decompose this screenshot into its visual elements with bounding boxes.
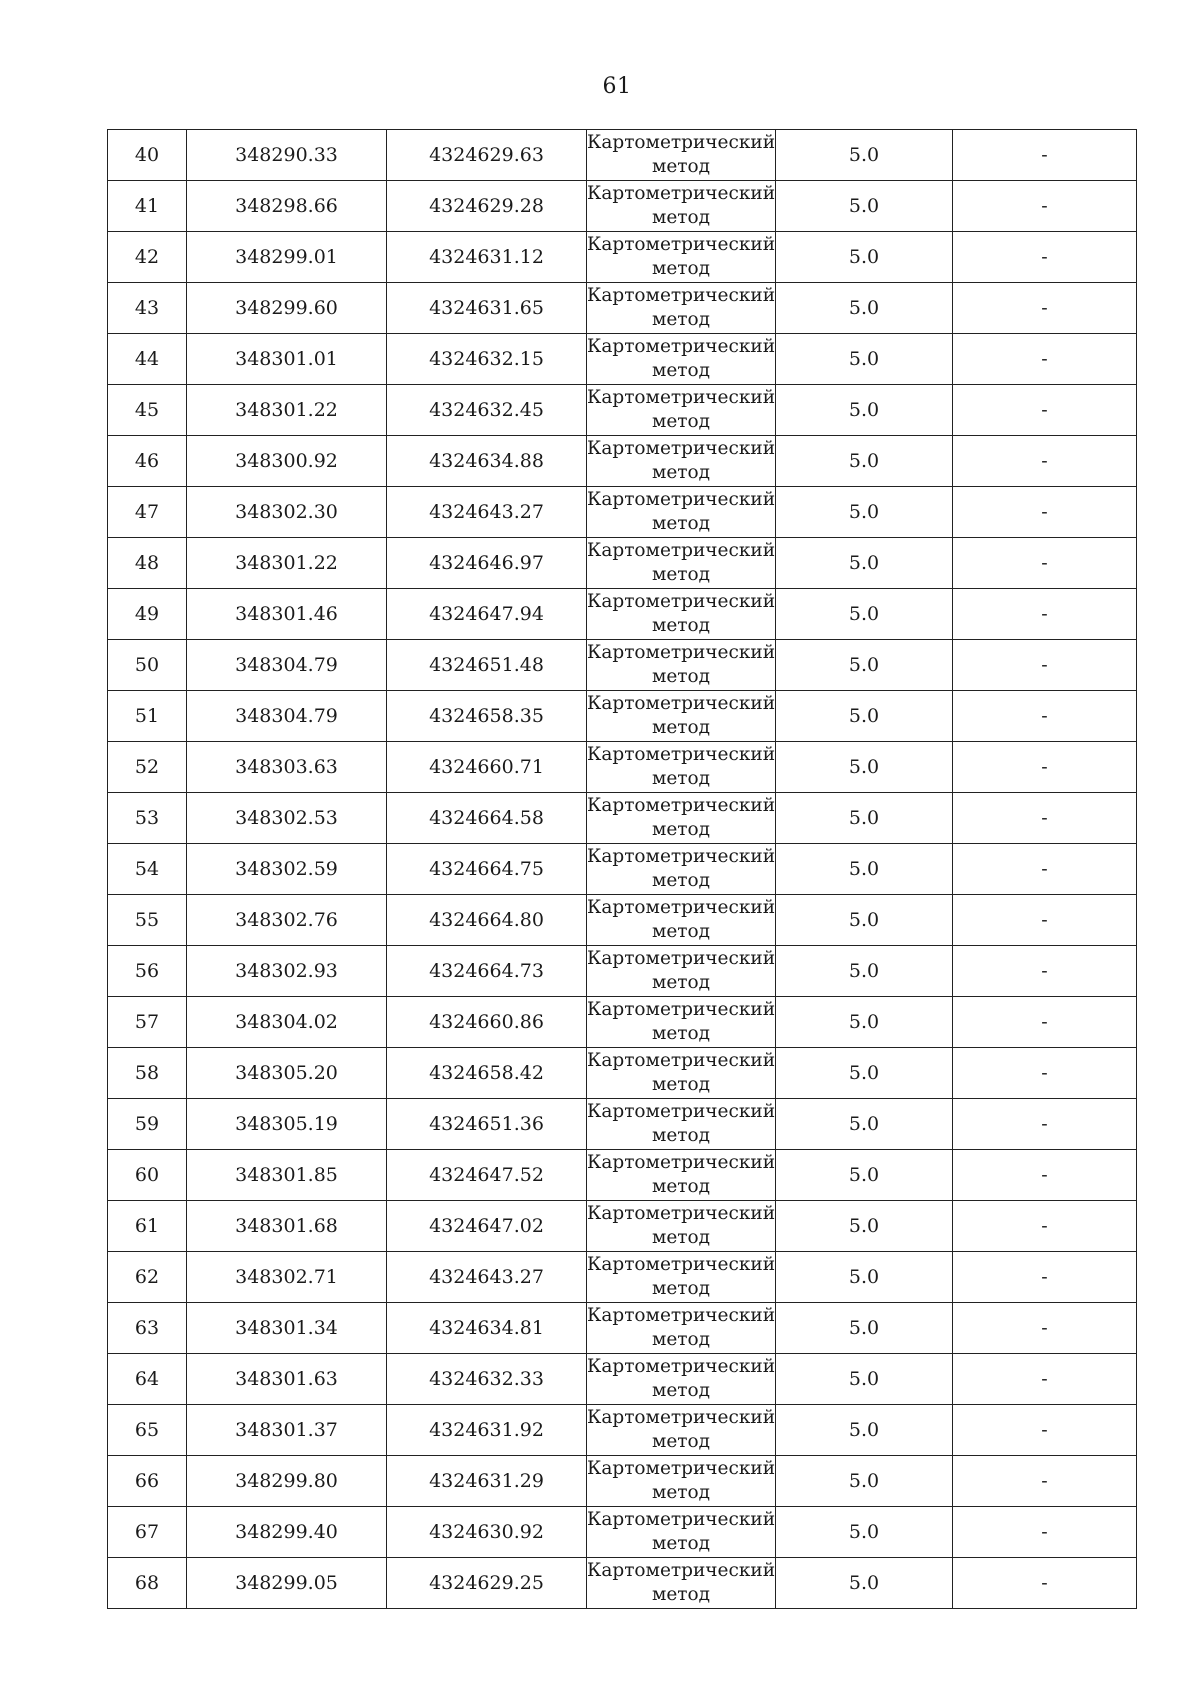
method-line-1: Картометрический: [587, 1407, 776, 1428]
description-cell: -: [953, 538, 1137, 589]
method-line-2: метод: [651, 309, 711, 330]
method-cell: [587, 1099, 776, 1150]
method-line-1: Картометрический: [587, 183, 776, 204]
table-row: [108, 538, 1137, 589]
accuracy-cell: 5.0: [776, 1099, 953, 1150]
method-line-2: метод: [651, 1533, 711, 1554]
description-cell: -: [953, 946, 1137, 997]
method-cell: [587, 232, 776, 283]
accuracy-cell: 5.0: [776, 538, 953, 589]
y-coordinate-cell: 4324658.35: [387, 691, 587, 742]
table-row: [108, 1405, 1137, 1456]
description-cell: -: [953, 1456, 1137, 1507]
y-coordinate-cell: 4324646.97: [387, 538, 587, 589]
method-cell: [587, 844, 776, 895]
y-coordinate-cell: 4324658.42: [387, 1048, 587, 1099]
method-line-2: метод: [651, 462, 711, 483]
x-coordinate-cell: 348302.71: [187, 1252, 387, 1303]
table-row: [108, 1252, 1137, 1303]
method-cell: [587, 691, 776, 742]
point-number-cell: 55: [108, 895, 187, 946]
accuracy-cell: 5.0: [776, 385, 953, 436]
y-coordinate-cell: 4324664.80: [387, 895, 587, 946]
method-line-2: метод: [651, 666, 711, 687]
method-line-1: Картометрический: [587, 1509, 776, 1530]
accuracy-cell: 5.0: [776, 742, 953, 793]
table-row: [108, 793, 1137, 844]
y-coordinate-cell: 4324632.33: [387, 1354, 587, 1405]
point-number-cell: 52: [108, 742, 187, 793]
description-cell: -: [953, 691, 1137, 742]
y-coordinate-cell: 4324647.02: [387, 1201, 587, 1252]
method-line-1: Картометрический: [587, 642, 776, 663]
x-coordinate-cell: 348298.66: [187, 181, 387, 232]
method-line-1: Картометрический: [587, 1203, 776, 1224]
description-cell: -: [953, 742, 1137, 793]
point-number-cell: 62: [108, 1252, 187, 1303]
method-cell: [587, 1303, 776, 1354]
description-cell: -: [953, 1354, 1137, 1405]
method-line-2: метод: [651, 717, 711, 738]
table-row: [108, 181, 1137, 232]
table-row: [108, 1048, 1137, 1099]
point-number-cell: 65: [108, 1405, 187, 1456]
y-coordinate-cell: 4324630.92: [387, 1507, 587, 1558]
method-cell: [587, 895, 776, 946]
x-coordinate-cell: 348304.79: [187, 691, 387, 742]
method-line-1: Картометрический: [587, 948, 776, 969]
method-line-1: Картометрический: [587, 744, 776, 765]
table-row: [108, 691, 1137, 742]
table-row: [108, 232, 1137, 283]
point-number-cell: 47: [108, 487, 187, 538]
y-coordinate-cell: 4324643.27: [387, 1252, 587, 1303]
method-line-1: Картометрический: [587, 1101, 776, 1122]
method-line-2: метод: [651, 513, 711, 534]
point-number-cell: 51: [108, 691, 187, 742]
table-row: [108, 1456, 1137, 1507]
description-cell: -: [953, 793, 1137, 844]
x-coordinate-cell: 348305.19: [187, 1099, 387, 1150]
accuracy-cell: 5.0: [776, 334, 953, 385]
x-coordinate-cell: 348304.79: [187, 640, 387, 691]
method-cell: [587, 130, 776, 181]
table-row: [108, 589, 1137, 640]
x-coordinate-cell: 348301.34: [187, 1303, 387, 1354]
method-cell: [587, 385, 776, 436]
accuracy-cell: 5.0: [776, 181, 953, 232]
method-cell: [587, 997, 776, 1048]
x-coordinate-cell: 348305.20: [187, 1048, 387, 1099]
x-coordinate-cell: 348301.63: [187, 1354, 387, 1405]
accuracy-cell: 5.0: [776, 130, 953, 181]
coordinates-table: [107, 129, 1137, 1609]
method-line-2: метод: [651, 360, 711, 381]
method-line-1: Картометрический: [587, 234, 776, 255]
method-line-1: Картометрический: [587, 897, 776, 918]
x-coordinate-cell: 348302.93: [187, 946, 387, 997]
method-line-1: Картометрический: [587, 1254, 776, 1275]
x-coordinate-cell: 348301.22: [187, 538, 387, 589]
method-line-2: метод: [651, 1023, 711, 1044]
description-cell: -: [953, 1201, 1137, 1252]
method-line-2: метод: [651, 1482, 711, 1503]
y-coordinate-cell: 4324647.94: [387, 589, 587, 640]
point-number-cell: 67: [108, 1507, 187, 1558]
coordinates-table-body: [108, 130, 1137, 1609]
method-line-2: метод: [651, 564, 711, 585]
table-row: [108, 1507, 1137, 1558]
method-line-2: метод: [651, 921, 711, 942]
y-coordinate-cell: 4324631.12: [387, 232, 587, 283]
method-line-1: Картометрический: [587, 1458, 776, 1479]
method-line-1: Картометрический: [587, 540, 776, 561]
x-coordinate-cell: 348303.63: [187, 742, 387, 793]
method-line-2: метод: [651, 615, 711, 636]
accuracy-cell: 5.0: [776, 1048, 953, 1099]
accuracy-cell: 5.0: [776, 1150, 953, 1201]
description-cell: -: [953, 1252, 1137, 1303]
method-cell: [587, 793, 776, 844]
accuracy-cell: 5.0: [776, 1405, 953, 1456]
accuracy-cell: 5.0: [776, 691, 953, 742]
method-line-1: Картометрический: [587, 999, 776, 1020]
x-coordinate-cell: 348299.60: [187, 283, 387, 334]
method-line-2: метод: [651, 1431, 711, 1452]
x-coordinate-cell: 348290.33: [187, 130, 387, 181]
method-cell: [587, 640, 776, 691]
method-line-1: Картометрический: [587, 693, 776, 714]
table-row: [108, 895, 1137, 946]
x-coordinate-cell: 348301.68: [187, 1201, 387, 1252]
point-number-cell: 63: [108, 1303, 187, 1354]
x-coordinate-cell: 348299.01: [187, 232, 387, 283]
point-number-cell: 50: [108, 640, 187, 691]
table-row: [108, 1558, 1137, 1609]
x-coordinate-cell: 348299.40: [187, 1507, 387, 1558]
method-line-1: Картометрический: [587, 438, 776, 459]
method-cell: [587, 742, 776, 793]
y-coordinate-cell: 4324629.28: [387, 181, 587, 232]
y-coordinate-cell: 4324651.48: [387, 640, 587, 691]
accuracy-cell: 5.0: [776, 487, 953, 538]
y-coordinate-cell: 4324647.52: [387, 1150, 587, 1201]
table-row: [108, 1354, 1137, 1405]
table-row: [108, 946, 1137, 997]
method-line-1: Картометрический: [587, 1356, 776, 1377]
accuracy-cell: 5.0: [776, 844, 953, 895]
y-coordinate-cell: 4324634.81: [387, 1303, 587, 1354]
y-coordinate-cell: 4324629.63: [387, 130, 587, 181]
method-cell: [587, 1456, 776, 1507]
description-cell: -: [953, 844, 1137, 895]
description-cell: -: [953, 640, 1137, 691]
method-cell: [587, 1150, 776, 1201]
method-cell: [587, 1354, 776, 1405]
point-number-cell: 46: [108, 436, 187, 487]
point-number-cell: 57: [108, 997, 187, 1048]
accuracy-cell: 5.0: [776, 1201, 953, 1252]
method-cell: [587, 436, 776, 487]
point-number-cell: 68: [108, 1558, 187, 1609]
method-line-1: Картометрический: [587, 795, 776, 816]
method-line-1: Картометрический: [587, 1152, 776, 1173]
method-cell: [587, 181, 776, 232]
y-coordinate-cell: 4324664.75: [387, 844, 587, 895]
method-cell: [587, 334, 776, 385]
table-row: [108, 436, 1137, 487]
table-row: [108, 487, 1137, 538]
point-number-cell: 48: [108, 538, 187, 589]
table-row: [108, 997, 1137, 1048]
table-row: [108, 640, 1137, 691]
point-number-cell: 40: [108, 130, 187, 181]
method-line-2: метод: [651, 819, 711, 840]
y-coordinate-cell: 4324631.92: [387, 1405, 587, 1456]
method-line-2: метод: [651, 1584, 711, 1605]
description-cell: -: [953, 436, 1137, 487]
point-number-cell: 44: [108, 334, 187, 385]
x-coordinate-cell: 348301.22: [187, 385, 387, 436]
x-coordinate-cell: 348299.80: [187, 1456, 387, 1507]
method-line-1: Картометрический: [587, 387, 776, 408]
accuracy-cell: 5.0: [776, 1303, 953, 1354]
point-number-cell: 58: [108, 1048, 187, 1099]
description-cell: -: [953, 334, 1137, 385]
x-coordinate-cell: 348302.53: [187, 793, 387, 844]
method-line-1: Картометрический: [587, 489, 776, 510]
method-line-2: метод: [651, 768, 711, 789]
y-coordinate-cell: 4324631.29: [387, 1456, 587, 1507]
accuracy-cell: 5.0: [776, 997, 953, 1048]
point-number-cell: 42: [108, 232, 187, 283]
method-line-2: метод: [651, 1074, 711, 1095]
x-coordinate-cell: 348301.01: [187, 334, 387, 385]
description-cell: -: [953, 1303, 1137, 1354]
y-coordinate-cell: 4324632.45: [387, 385, 587, 436]
method-line-2: метод: [651, 1125, 711, 1146]
y-coordinate-cell: 4324651.36: [387, 1099, 587, 1150]
y-coordinate-cell: 4324629.25: [387, 1558, 587, 1609]
description-cell: -: [953, 385, 1137, 436]
accuracy-cell: 5.0: [776, 1252, 953, 1303]
table-row: [108, 742, 1137, 793]
method-cell: [587, 1507, 776, 1558]
method-line-2: метод: [651, 258, 711, 279]
table-row: [108, 1150, 1137, 1201]
description-cell: -: [953, 1099, 1137, 1150]
x-coordinate-cell: 348300.92: [187, 436, 387, 487]
accuracy-cell: 5.0: [776, 283, 953, 334]
description-cell: -: [953, 895, 1137, 946]
description-cell: -: [953, 1405, 1137, 1456]
method-cell: [587, 1252, 776, 1303]
y-coordinate-cell: 4324631.65: [387, 283, 587, 334]
accuracy-cell: 5.0: [776, 1558, 953, 1609]
accuracy-cell: 5.0: [776, 640, 953, 691]
method-line-2: метод: [651, 1227, 711, 1248]
point-number-cell: 66: [108, 1456, 187, 1507]
point-number-cell: 45: [108, 385, 187, 436]
x-coordinate-cell: 348304.02: [187, 997, 387, 1048]
description-cell: -: [953, 181, 1137, 232]
point-number-cell: 41: [108, 181, 187, 232]
accuracy-cell: 5.0: [776, 946, 953, 997]
method-cell: [587, 946, 776, 997]
page-number: 61: [602, 74, 632, 99]
description-cell: -: [953, 589, 1137, 640]
method-cell: [587, 1048, 776, 1099]
y-coordinate-cell: 4324660.86: [387, 997, 587, 1048]
accuracy-cell: 5.0: [776, 1456, 953, 1507]
point-number-cell: 61: [108, 1201, 187, 1252]
method-line-1: Картометрический: [587, 591, 776, 612]
method-line-1: Картометрический: [587, 1305, 776, 1326]
method-line-2: метод: [651, 156, 711, 177]
point-number-cell: 43: [108, 283, 187, 334]
accuracy-cell: 5.0: [776, 895, 953, 946]
x-coordinate-cell: 348302.76: [187, 895, 387, 946]
table-row: [108, 1099, 1137, 1150]
method-line-2: метод: [651, 1278, 711, 1299]
table-row: [108, 334, 1137, 385]
y-coordinate-cell: 4324664.73: [387, 946, 587, 997]
description-cell: -: [953, 130, 1137, 181]
method-cell: [587, 283, 776, 334]
y-coordinate-cell: 4324664.58: [387, 793, 587, 844]
point-number-cell: 64: [108, 1354, 187, 1405]
table-row: [108, 1303, 1137, 1354]
method-line-2: метод: [651, 411, 711, 432]
method-line-1: Картометрический: [587, 285, 776, 306]
method-line-1: Картометрический: [587, 132, 776, 153]
method-cell: [587, 487, 776, 538]
method-line-2: метод: [651, 207, 711, 228]
method-cell: [587, 1201, 776, 1252]
accuracy-cell: 5.0: [776, 589, 953, 640]
method-cell: [587, 1405, 776, 1456]
point-number-cell: 59: [108, 1099, 187, 1150]
point-number-cell: 56: [108, 946, 187, 997]
point-number-cell: 54: [108, 844, 187, 895]
x-coordinate-cell: 348299.05: [187, 1558, 387, 1609]
point-number-cell: 53: [108, 793, 187, 844]
table-row: [108, 844, 1137, 895]
description-cell: -: [953, 1558, 1137, 1609]
accuracy-cell: 5.0: [776, 232, 953, 283]
y-coordinate-cell: 4324634.88: [387, 436, 587, 487]
method-line-2: метод: [651, 1176, 711, 1197]
accuracy-cell: 5.0: [776, 793, 953, 844]
method-line-1: Картометрический: [587, 1560, 776, 1581]
method-cell: [587, 589, 776, 640]
description-cell: -: [953, 283, 1137, 334]
description-cell: -: [953, 997, 1137, 1048]
method-cell: [587, 538, 776, 589]
method-line-1: Картометрический: [587, 336, 776, 357]
method-line-1: Картометрический: [587, 1050, 776, 1071]
x-coordinate-cell: 348301.46: [187, 589, 387, 640]
description-cell: -: [953, 1048, 1137, 1099]
x-coordinate-cell: 348301.85: [187, 1150, 387, 1201]
table-row: [108, 1201, 1137, 1252]
table-row: [108, 385, 1137, 436]
table-row: [108, 283, 1137, 334]
description-cell: -: [953, 1507, 1137, 1558]
description-cell: -: [953, 232, 1137, 283]
method-line-2: метод: [651, 870, 711, 891]
x-coordinate-cell: 348302.59: [187, 844, 387, 895]
y-coordinate-cell: 4324660.71: [387, 742, 587, 793]
point-number-cell: 60: [108, 1150, 187, 1201]
method-cell: [587, 1558, 776, 1609]
method-line-2: метод: [651, 1380, 711, 1401]
point-number-cell: 49: [108, 589, 187, 640]
accuracy-cell: 5.0: [776, 1507, 953, 1558]
y-coordinate-cell: 4324632.15: [387, 334, 587, 385]
y-coordinate-cell: 4324643.27: [387, 487, 587, 538]
method-line-2: метод: [651, 972, 711, 993]
table-row: [108, 130, 1137, 181]
method-line-1: Картометрический: [587, 846, 776, 867]
description-cell: -: [953, 487, 1137, 538]
description-cell: -: [953, 1150, 1137, 1201]
x-coordinate-cell: 348302.30: [187, 487, 387, 538]
accuracy-cell: 5.0: [776, 1354, 953, 1405]
x-coordinate-cell: 348301.37: [187, 1405, 387, 1456]
accuracy-cell: 5.0: [776, 436, 953, 487]
method-line-2: метод: [651, 1329, 711, 1350]
